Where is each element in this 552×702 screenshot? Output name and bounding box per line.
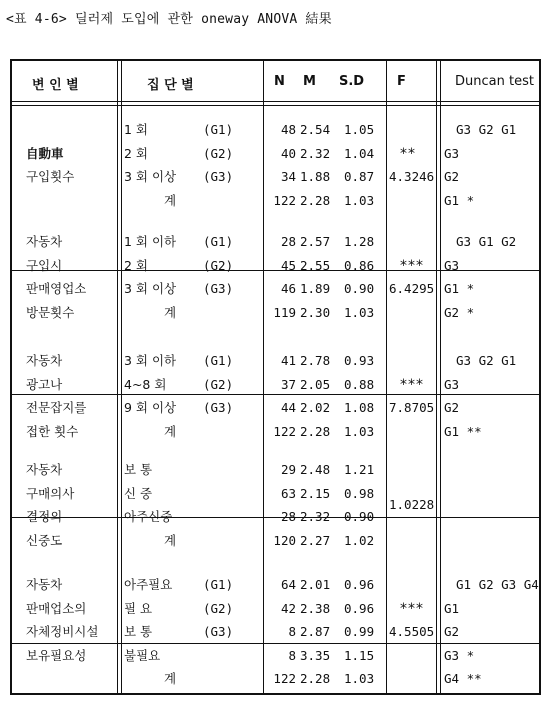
duncan-result: G3 *: [444, 647, 475, 663]
group-label: 계: [164, 423, 177, 439]
variable-label: 구입시: [26, 257, 63, 273]
m-value: 2.78: [300, 353, 331, 368]
group-label: 계: [164, 192, 177, 208]
sd-value: 1.02: [344, 532, 375, 548]
variable-label: 자동차: [26, 234, 63, 249]
group-label: 9 회 이상: [124, 400, 177, 415]
n-value: 37: [280, 376, 296, 392]
duncan-result: G2: [444, 624, 460, 639]
group-label: 3 회 이상: [124, 169, 177, 184]
n-value: 40: [280, 145, 296, 161]
f-value: 4.5505: [389, 624, 435, 639]
duncan-result: G3: [444, 257, 460, 273]
variable-label: 구매의사: [26, 485, 75, 501]
header-sd: S.D: [339, 74, 365, 89]
group-label: 계: [164, 532, 177, 548]
group-label: 계: [164, 671, 177, 686]
duncan-result: G3 G1 G2: [456, 234, 517, 249]
group-code: (G2): [203, 257, 234, 273]
column-divider: [436, 61, 441, 693]
sd-value: 0.86: [344, 257, 375, 273]
sd-value: 1.28: [344, 234, 375, 249]
n-value: 41: [280, 353, 296, 368]
variable-label: 전문잡지를: [26, 400, 87, 415]
n-value: 28: [280, 234, 296, 249]
variable-label: 구입횟수: [26, 169, 75, 184]
sd-value: 1.03: [344, 423, 375, 439]
sd-value: 0.88: [344, 376, 375, 392]
variable-label: 보유필요성: [26, 647, 87, 663]
sd-value: 0.90: [344, 509, 375, 524]
n-value: 42: [280, 600, 296, 616]
group-label: 1 회: [124, 122, 149, 137]
duncan-result: G1: [444, 600, 460, 616]
variable-label: 판매업소의: [26, 600, 87, 616]
n-value: 48: [280, 122, 296, 137]
header-m: M: [303, 74, 316, 89]
m-value: 2.02: [300, 400, 331, 415]
variable-label: 판매영업소: [26, 281, 87, 296]
n-value: 122: [273, 423, 296, 439]
duncan-result: G3: [444, 376, 460, 392]
n-value: 34: [280, 169, 296, 184]
significance-stars: ***: [400, 257, 424, 274]
group-code: (G1): [203, 234, 234, 249]
group-code: (G2): [203, 145, 234, 161]
n-value: 45: [280, 257, 296, 273]
sd-value: 0.96: [344, 577, 375, 592]
m-value: 2.05: [300, 376, 331, 392]
sd-value: 0.93: [344, 353, 375, 368]
f-value: 7.8705: [389, 400, 435, 415]
m-value: 2.28: [300, 192, 331, 208]
table-caption: <표 4-6> 딜러제 도입에 관한 oneway ANOVA 結果: [6, 12, 332, 27]
m-value: 2.28: [300, 423, 331, 439]
m-value: 2.27: [300, 532, 331, 548]
m-value: 2.48: [300, 462, 331, 477]
sd-value: 1.21: [344, 462, 375, 477]
n-value: 44: [280, 400, 296, 415]
sd-value: 1.03: [344, 192, 375, 208]
header-divider: [12, 101, 539, 106]
sd-value: 1.03: [344, 304, 375, 320]
variable-label: 自動車: [26, 145, 64, 161]
m-value: 2.15: [300, 485, 331, 501]
variable-label: 자동차: [26, 462, 63, 477]
sd-value: 1.08: [344, 400, 375, 415]
sd-value: 1.04: [344, 145, 375, 161]
duncan-result: G3 G2 G1: [456, 353, 517, 368]
significance-stars: ***: [400, 376, 424, 393]
m-value: 2.32: [300, 145, 331, 161]
n-value: 122: [273, 192, 296, 208]
n-value: 46: [280, 281, 296, 296]
duncan-result: G3: [444, 145, 460, 161]
variable-label: 신중도: [26, 532, 63, 548]
column-divider: [386, 61, 387, 693]
m-value: 2.55: [300, 257, 331, 273]
f-value: 4.3246: [389, 169, 435, 184]
group-code: (G2): [203, 600, 234, 616]
sd-value: 1.05: [344, 122, 375, 137]
variable-label: 방문횟수: [26, 304, 75, 320]
column-divider: [263, 61, 264, 693]
significance-stars: **: [400, 145, 416, 162]
sd-value: 0.98: [344, 485, 375, 501]
group-code: (G1): [203, 353, 234, 368]
m-value: 1.88: [300, 169, 331, 184]
f-value: 1.0228: [389, 497, 435, 513]
n-value: 8: [288, 647, 296, 663]
n-value: 120: [273, 532, 296, 548]
variable-label: 접한 횟수: [26, 423, 79, 439]
group-code: (G3): [203, 281, 234, 296]
duncan-result: G4 **: [444, 671, 482, 686]
group-label: 필 요: [124, 600, 153, 616]
group-code: (G3): [203, 624, 234, 639]
group-label: 보 통: [124, 624, 153, 639]
group-label: 불필요: [124, 647, 161, 663]
duncan-result: G2: [444, 400, 460, 415]
header-duncan: Duncan test: [455, 74, 534, 89]
duncan-result: G1 *: [444, 192, 475, 208]
group-code: (G3): [203, 169, 234, 184]
group-label: 신 중: [124, 485, 153, 501]
group-label: 3 회 이하: [124, 353, 177, 368]
header-n: N: [274, 74, 285, 89]
group-label: 2 회: [124, 145, 149, 161]
significance-stars: ***: [400, 600, 424, 617]
group-label: 2 회: [124, 257, 149, 273]
group-code: (G1): [203, 122, 234, 137]
n-value: 63: [280, 485, 296, 501]
m-value: 2.01: [300, 577, 331, 592]
sd-value: 1.03: [344, 671, 375, 686]
n-value: 122: [273, 671, 296, 686]
group-label: 아주필요: [124, 577, 173, 592]
duncan-result: G1 G2 G3 G4: [456, 577, 539, 592]
sd-value: 0.96: [344, 600, 375, 616]
m-value: 2.30: [300, 304, 331, 320]
group-label: 아주신중: [124, 509, 173, 524]
block-divider: [12, 394, 539, 395]
group-code: (G1): [203, 577, 234, 592]
duncan-result: G3 G2 G1: [456, 122, 517, 137]
sd-value: 0.99: [344, 624, 375, 639]
m-value: 2.32: [300, 509, 331, 524]
group-label: 보 통: [124, 462, 153, 477]
m-value: 2.57: [300, 234, 331, 249]
sd-value: 0.90: [344, 281, 375, 296]
n-value: 29: [280, 462, 296, 477]
variable-label: 자동차: [26, 577, 63, 592]
m-value: 2.54: [300, 122, 331, 137]
sd-value: 0.87: [344, 169, 375, 184]
duncan-result: G2: [444, 169, 460, 184]
header-group: 집 단 별: [147, 78, 194, 93]
group-label: 1 회 이하: [124, 234, 177, 249]
m-value: 2.87: [300, 624, 331, 639]
variable-label: 자동차: [26, 353, 63, 368]
column-divider: [117, 61, 122, 693]
group-label: 4~8 회: [124, 376, 167, 392]
m-value: 2.28: [300, 671, 331, 686]
sd-value: 1.15: [344, 647, 375, 663]
variable-label: 광고나: [26, 376, 63, 392]
duncan-result: G1 *: [444, 281, 475, 296]
n-value: 119: [273, 304, 296, 320]
group-label: 계: [164, 304, 177, 320]
n-value: 28: [280, 509, 296, 524]
duncan-result: G2 *: [444, 304, 475, 320]
group-label: 3 회 이상: [124, 281, 177, 296]
m-value: 3.35: [300, 647, 331, 663]
f-value: 6.4295: [389, 281, 435, 296]
m-value: 1.89: [300, 281, 331, 296]
group-code: (G2): [203, 376, 234, 392]
n-value: 64: [280, 577, 296, 592]
group-code: (G3): [203, 400, 234, 415]
variable-label: 결정의: [26, 509, 63, 524]
n-value: 8: [288, 624, 296, 639]
duncan-result: G1 **: [444, 423, 482, 439]
variable-label: 자체정비시설: [26, 624, 99, 639]
m-value: 2.38: [300, 600, 331, 616]
header-f: F: [397, 74, 406, 89]
anova-table: [10, 59, 541, 695]
header-variable: 변 인 별: [32, 78, 79, 93]
block-divider: [12, 643, 539, 644]
